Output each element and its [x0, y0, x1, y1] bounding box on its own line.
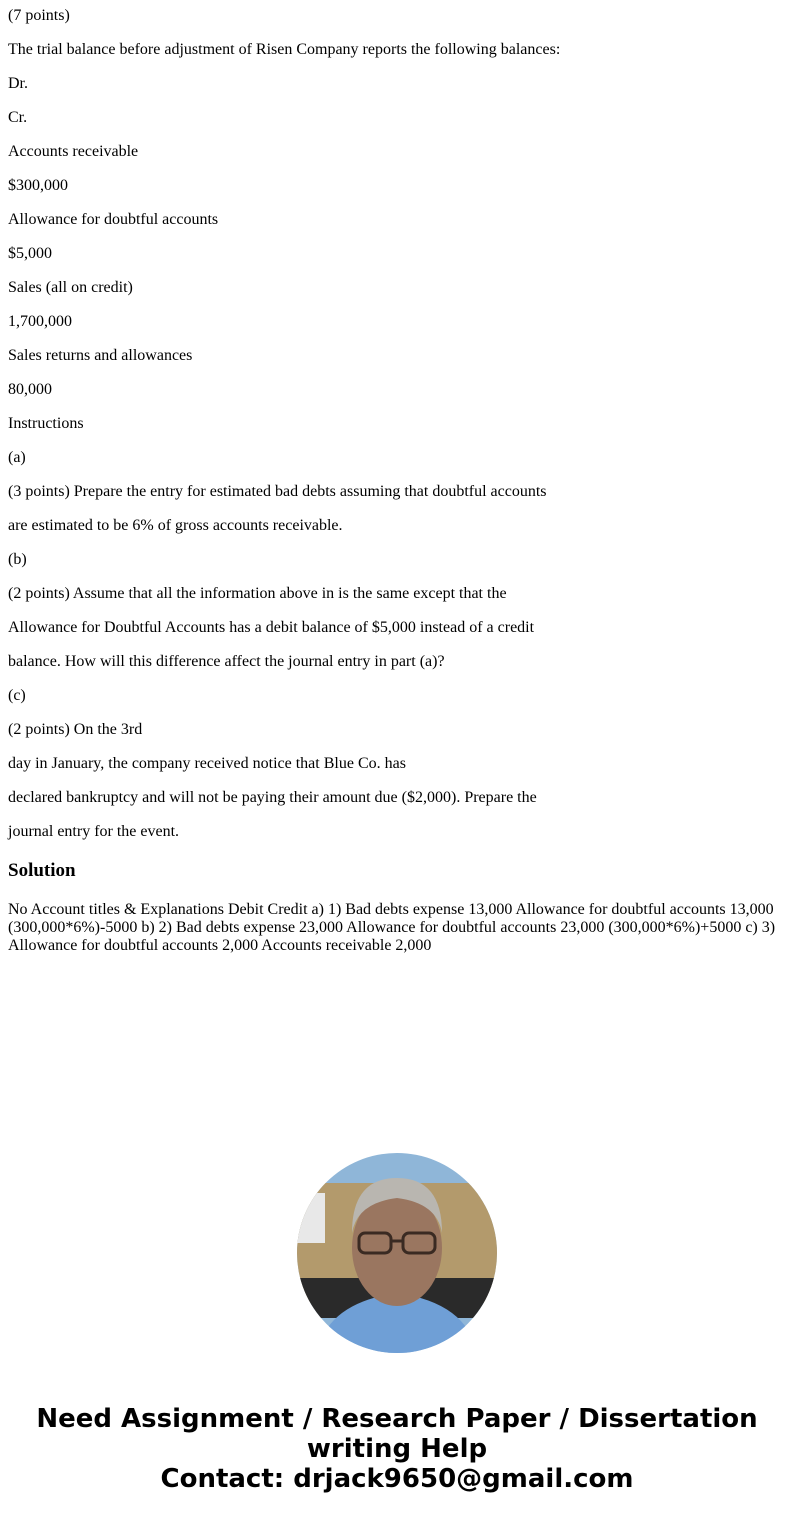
question-line: (c) [8, 687, 26, 704]
question-line: Accounts receivable [8, 143, 139, 160]
question-text [8, 0, 786, 850]
question-line: 1,700,000 [8, 313, 72, 330]
question-line: Instructions [8, 415, 84, 432]
question-line: Allowance for doubtful accounts [8, 211, 219, 228]
solution-text: No Account titles & Explanations Debit Credit a) 1) Bad debts expense 13,000 Allowance for doubtful accounts 13,000 (300,000*6%)-5000 b) 2) Bad debts expense 23,000 Allowance for doubtful accounts 23,000 (300,000*6%)+5000 c) 3) Allowance for doubtful accounts 2,000 Accounts receivable 2,000 [8, 901, 776, 954]
question-line: Cr. [8, 109, 28, 126]
question-line: balance. How will this difference affect the journal entry in part (a)? [8, 653, 445, 670]
question-line: journal entry for the event. [8, 823, 180, 840]
help-tagline: Need Assignment / Research Paper / Dissertation writing Help [36, 1404, 758, 1464]
question-line: Dr. [8, 75, 28, 92]
contact-banner [0, 1404, 794, 1494]
contact-email: Contact: drjack9650@gmail.com [160, 1464, 634, 1494]
question-line: Allowance for Doubtful Accounts has a debit balance of $5,000 instead of a credit [8, 619, 535, 636]
question-line: 80,000 [8, 381, 52, 398]
question-line: The trial balance before adjustment of Risen Company reports the following balances: [8, 41, 561, 58]
solution-heading: Solution [8, 860, 76, 881]
person-portrait-icon [297, 1153, 497, 1353]
question-line: (3 points) Prepare the entry for estimated bad debts assuming that doubtful accounts [8, 483, 547, 500]
author-photo [297, 1153, 497, 1353]
question-line: (b) [8, 551, 27, 568]
question-line: $5,000 [8, 245, 52, 262]
question-line: (7 points) [8, 7, 70, 24]
question-line: declared bankruptcy and will not be paying their amount due ($2,000). Prepare the [8, 789, 537, 806]
question-line: day in January, the company received notice that Blue Co. has [8, 755, 406, 772]
question-line: $300,000 [8, 177, 68, 194]
question-line: (2 points) On the 3rd [8, 721, 143, 738]
question-line: Sales (all on credit) [8, 279, 133, 296]
question-line: (2 points) Assume that all the information above in is the same except that the [8, 585, 507, 602]
question-line: Sales returns and allowances [8, 347, 193, 364]
question-line: are estimated to be 6% of gross accounts receivable. [8, 517, 343, 534]
question-line: (a) [8, 449, 26, 466]
